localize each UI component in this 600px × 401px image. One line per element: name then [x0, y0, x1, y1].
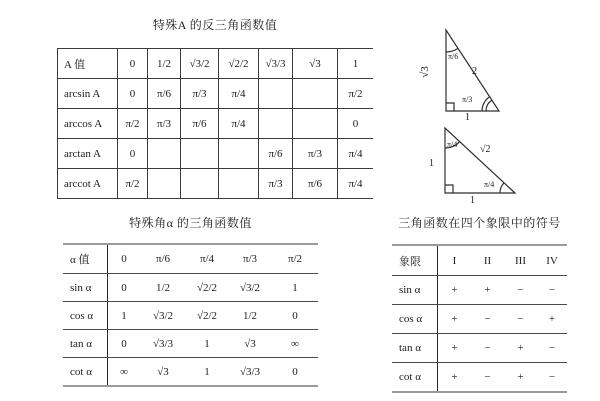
table-cell: 0 [272, 357, 318, 385]
table-cell: π/4 [218, 78, 258, 108]
table-cell: + [504, 333, 537, 362]
row-label: cos α [392, 304, 438, 333]
table-cell: 1 [186, 357, 228, 385]
table-cell: + [438, 362, 471, 391]
table-cell: + [438, 304, 471, 333]
column-header: √2/2 [218, 48, 258, 78]
table-cell: ∞ [272, 329, 318, 357]
table-cell: + [438, 275, 471, 304]
table-cell: − [504, 275, 537, 304]
table-cell: π/3 [258, 168, 292, 198]
table-cell [147, 138, 180, 168]
column-header: √3/2 [180, 48, 218, 78]
row-label: arctan A [57, 138, 117, 168]
corner-header: α 值 [63, 245, 108, 273]
table-cell: + [471, 275, 504, 304]
triangle1-left-side-label: √3 [419, 66, 431, 78]
table-cell: π/3 [180, 78, 218, 108]
bottom-angle-arc [500, 183, 504, 193]
table-cell [258, 78, 292, 108]
table-cell: π/4 [337, 138, 373, 168]
table-cell [147, 168, 180, 198]
table-cell [218, 138, 258, 168]
sign-table-title: 三角函数在四个象限中的符号 [398, 216, 561, 230]
table-cell: π/4 [337, 168, 373, 198]
row-label: cot α [63, 357, 108, 385]
triangle1-bottom-angle-label: π/3 [462, 95, 473, 104]
right-angle-marker [446, 103, 454, 111]
table-cell: 0 [117, 78, 147, 108]
triangle-45-diagram [445, 128, 515, 193]
column-header: 1/2 [147, 48, 180, 78]
table-cell: 1 [108, 301, 140, 329]
table-cell: √2/2 [186, 301, 228, 329]
table-cell: 0 [108, 329, 140, 357]
inverse-table-title: 特殊A 的反三角函数值 [152, 18, 278, 32]
table-cell: π/4 [218, 108, 258, 138]
table-cell: 1 [272, 273, 318, 301]
row-label: sin α [392, 275, 438, 304]
table-cell: − [537, 333, 567, 362]
column-header: π/3 [242, 253, 258, 265]
corner-header: A 值 [57, 48, 117, 78]
table-cell: π/6 [292, 168, 337, 198]
row-label: tan α [63, 329, 108, 357]
row-label: arccos A [57, 108, 117, 138]
table-cell [292, 78, 337, 108]
table-cell: π/6 [258, 138, 292, 168]
table-cell: π/3 [147, 108, 180, 138]
table-cell: √3/3 [140, 329, 186, 357]
row-label: cos α [63, 301, 108, 329]
inverse-trig-values-table [57, 48, 373, 199]
row-label: arccot A [57, 168, 117, 198]
table-cell: √2/2 [186, 273, 228, 301]
triangle1-hypotenuse-label: 2 [472, 66, 477, 77]
triangle-diagrams [400, 20, 540, 210]
table-cell: √3 [140, 357, 186, 385]
table-cell: ∞ [108, 357, 140, 385]
special-angle-trig-values-table [63, 243, 318, 387]
table-cell: π/6 [180, 108, 218, 138]
corner-header: 象限 [392, 246, 438, 275]
table-cell: π/6 [147, 78, 180, 108]
table-cell: 1/2 [228, 301, 272, 329]
table-cell: 0 [337, 108, 373, 138]
triangle2-bottom-angle-label: π/4 [484, 180, 495, 189]
table-cell: 1/2 [140, 273, 186, 301]
column-header: √3 [292, 48, 337, 78]
triangle2-base-label: 1 [470, 195, 475, 206]
table-cell [180, 138, 218, 168]
triangle2-hypotenuse-label: √2 [480, 144, 491, 155]
table-cell: π/2 [337, 78, 373, 108]
row-label: arcsin A [57, 78, 117, 108]
table-cell: − [537, 275, 567, 304]
table-cell: + [504, 362, 537, 391]
table-cell: 1 [186, 329, 228, 357]
row-label: tan α [392, 333, 438, 362]
table-cell [258, 108, 292, 138]
triangle1-top-angle-label: π/6 [448, 52, 459, 61]
table-cell [180, 168, 218, 198]
table-cell: + [438, 333, 471, 362]
table-cell: − [537, 362, 567, 391]
quadrant-signs-table [392, 244, 567, 393]
table-cell: √3/2 [140, 301, 186, 329]
table-cell: 0 [108, 273, 140, 301]
column-header: 0 [117, 48, 147, 78]
table-cell: − [471, 362, 504, 391]
table-cell: √3 [228, 329, 272, 357]
triangle2-top-angle-label: π/4 [447, 140, 458, 149]
table-cell [218, 168, 258, 198]
table-cell: π/2 [117, 108, 147, 138]
table-cell: 0 [117, 138, 147, 168]
row-label: cot α [392, 362, 438, 391]
table-cell: √3/3 [228, 357, 272, 385]
column-header: IV [546, 254, 558, 267]
table-cell: − [471, 333, 504, 362]
table-cell: π/3 [292, 138, 337, 168]
table-cell: + [537, 304, 567, 333]
trig-table-title: 特殊角α 的三角函数值 [129, 216, 252, 230]
table-cell: π/2 [117, 168, 147, 198]
table-cell: √3/2 [228, 273, 272, 301]
triangle2-left-side-label: 1 [429, 158, 434, 169]
column-header: 1 [337, 48, 373, 78]
triangle1-base-label: 1 [465, 112, 470, 123]
right-angle-marker [445, 185, 453, 193]
column-header: π/6 [155, 253, 171, 265]
column-header: III [515, 254, 526, 267]
column-header: √3/3 [258, 48, 292, 78]
row-label: sin α [63, 273, 108, 301]
column-header: 0 [121, 253, 127, 265]
table-cell [292, 108, 337, 138]
bottom-angle-arc [486, 100, 492, 111]
table-cell: − [504, 304, 537, 333]
column-header: π/4 [199, 253, 215, 265]
column-header: I [452, 254, 457, 267]
column-header: π/2 [287, 253, 303, 265]
table-cell: 0 [272, 301, 318, 329]
column-header: II [483, 254, 492, 267]
table-cell: − [471, 304, 504, 333]
